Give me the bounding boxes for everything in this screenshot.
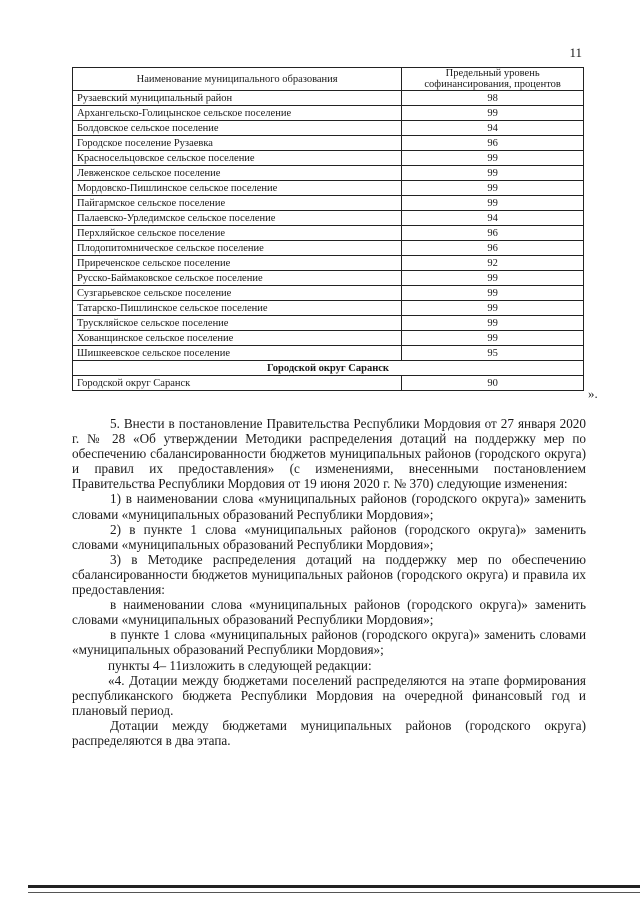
body-text bbox=[72, 416, 586, 748]
row-name: Хованщинское сельское поселение bbox=[73, 331, 402, 346]
row-value: 96 bbox=[402, 226, 584, 241]
table-row bbox=[73, 151, 584, 166]
row-value: 90 bbox=[402, 376, 584, 391]
paragraph: «4. Дотации между бюджетами поселений распределяются на этапе формирования республиканского бюджета Республики Мордовия на очередной финансовый год и плановый период. bbox=[72, 672, 586, 718]
row-name: Сузгарьевское сельское поселение bbox=[73, 286, 402, 301]
row-value: 99 bbox=[402, 301, 584, 316]
row-value: 96 bbox=[402, 241, 584, 256]
bottom-rule bbox=[28, 885, 640, 888]
header-value: Предельный уровень софинансирования, процентов bbox=[402, 68, 584, 91]
row-value: 99 bbox=[402, 286, 584, 301]
row-value: 99 bbox=[402, 166, 584, 181]
row-value: 94 bbox=[402, 211, 584, 226]
row-name: Русско-Баймаковское сельское поселение bbox=[73, 271, 402, 286]
row-name: Городской округ Саранск bbox=[73, 376, 402, 391]
table-row bbox=[73, 136, 584, 151]
table-header-row bbox=[73, 68, 584, 91]
paragraph: в пункте 1 слова «муниципальных районов (городского округа)» заменить словами «муниципальных образований Республики Мордовия»; bbox=[72, 627, 586, 658]
row-name: Перхляйское сельское поселение bbox=[73, 226, 402, 241]
table-row bbox=[73, 196, 584, 211]
row-name: Татарско-Пишлинское сельское поселение bbox=[73, 301, 402, 316]
table-group-row bbox=[73, 361, 584, 376]
table-row bbox=[73, 346, 584, 361]
row-name: Шишкеевское сельское поселение bbox=[73, 346, 402, 361]
row-value: 99 bbox=[402, 331, 584, 346]
table-row bbox=[73, 106, 584, 121]
table-row bbox=[73, 331, 584, 346]
row-name: Архангельско-Голицынское сельское поселение bbox=[73, 106, 402, 121]
row-value: 92 bbox=[402, 256, 584, 271]
row-name: Трускляйское сельское поселение bbox=[73, 316, 402, 331]
row-value: 94 bbox=[402, 121, 584, 136]
table-row bbox=[73, 121, 584, 136]
row-value: 99 bbox=[402, 181, 584, 196]
row-value: 99 bbox=[402, 271, 584, 286]
table-row bbox=[73, 166, 584, 181]
paragraph: 1) в наименовании слова «муниципальных районов (городского округа)» заменить словами «муниципальных образований Республики Мордовия»; bbox=[72, 491, 586, 522]
bottom-rule-thin bbox=[28, 892, 640, 893]
row-value: 95 bbox=[402, 346, 584, 361]
paragraph: 5. Внести в постановление Правительства Республики Мордовия от 27 января 2020 г. № 28 «Об утверждении Методики распределения дотаций на поддержку мер по обеспечению сбалансированности бюджетов муниципальных районов (городского округа) и правил их предоставления» (с изменениями, внесенными постановлением Правительства Республики Мордовия от 19 июня 2020 г. № 370) следующие изменения: bbox=[72, 416, 586, 492]
header-name: Наименование муниципального образования bbox=[73, 68, 402, 91]
row-value: 98 bbox=[402, 91, 584, 106]
cofinancing-table bbox=[72, 67, 584, 391]
paragraph: Дотации между бюджетами муниципальных районов (городского округа) распределяются в два этапа. bbox=[72, 717, 586, 748]
table-row bbox=[73, 241, 584, 256]
row-name: Левженское сельское поселение bbox=[73, 166, 402, 181]
paragraph: 2) в пункте 1 слова «муниципальных районов (городского округа)» заменить словами «муниципальных образований Республики Мордовия»; bbox=[72, 521, 586, 552]
row-name: Мордовско-Пишлинское сельское поселение bbox=[73, 181, 402, 196]
table-row bbox=[73, 286, 584, 301]
paragraph: пункты 4– 11изложить в следующей редакции: bbox=[108, 657, 372, 673]
row-value: 99 bbox=[402, 316, 584, 331]
paragraph: в наименовании слова «муниципальных районов (городского округа)» заменить словами «муниципальных образований Республики Мордовия»; bbox=[72, 597, 586, 628]
table-row bbox=[73, 256, 584, 271]
row-value: 96 bbox=[402, 136, 584, 151]
table-row bbox=[73, 376, 584, 391]
table-row bbox=[73, 181, 584, 196]
table-row bbox=[73, 301, 584, 316]
row-value: 99 bbox=[402, 106, 584, 121]
page-number: 11 bbox=[569, 45, 582, 60]
row-name: Палаевско-Урледимское сельское поселение bbox=[73, 211, 402, 226]
closing-quote: ». bbox=[588, 386, 598, 401]
row-name: Болдовское сельское поселение bbox=[73, 121, 402, 136]
row-name: Красносельцовское сельское поселение bbox=[73, 151, 402, 166]
table-row bbox=[73, 316, 584, 331]
row-value: 99 bbox=[402, 196, 584, 211]
paragraph: 3) в Методике распределения дотаций на поддержку мер по обеспечению сбалансированности бюджетов муниципальных районов (городского округа) и правила их предоставления: bbox=[72, 551, 586, 598]
table-row bbox=[73, 226, 584, 241]
table-row bbox=[73, 211, 584, 226]
row-name: Плодопитомническое сельское поселение bbox=[73, 241, 402, 256]
table-row bbox=[73, 271, 584, 286]
row-name: Пайгармское сельское поселение bbox=[73, 196, 402, 211]
table-row bbox=[73, 91, 584, 106]
row-name: Городское поселение Рузаевка bbox=[73, 136, 402, 151]
group-title: Городской округ Саранск bbox=[73, 361, 584, 376]
row-name: Приреченское сельское поселение bbox=[73, 256, 402, 271]
row-value: 99 bbox=[402, 151, 584, 166]
row-name: Рузаевский муниципальный район bbox=[73, 91, 402, 106]
